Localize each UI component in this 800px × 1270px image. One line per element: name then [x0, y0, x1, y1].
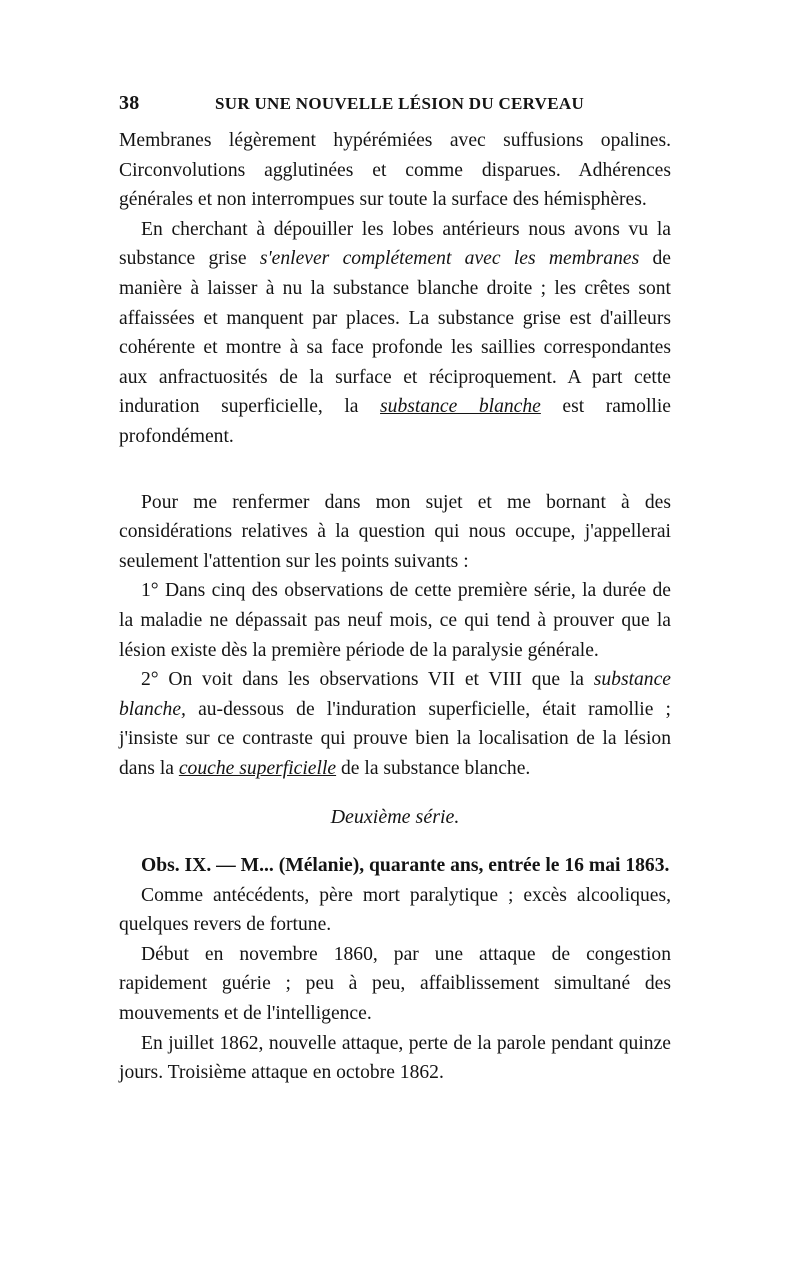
paragraph-substance-grise — [119, 215, 671, 452]
page-header — [119, 92, 659, 122]
text-run: au-dessous de l'induration superficielle, était ramollie ; j'insiste sur ce contraste qui prouve bien la localisation de la lésion dans la — [119, 698, 671, 779]
text-run: En cherchant à dépouiller les lobes antérieurs nous avons vu la substance grise — [119, 218, 671, 270]
paragraph-juillet: En juillet 1862, nouvelle attaque, perte de la parole pendant quinze jours. Troisième attaque en octobre 1862. — [119, 1032, 671, 1084]
section-heading: Deuxième série. — [330, 806, 460, 829]
paragraph-debut: Début en novembre 1860, par une attaque de congestion rapidement guérie ; peu à peu, affaiblissement simultané des mouvements et de l'intelligence. — [119, 943, 671, 1025]
running-title: SUR UNE NOUVELLE LÉSION DU CERVEAU — [215, 94, 585, 113]
text-run: est ramollie profondément. — [119, 396, 672, 447]
italic-run: s'enlever complétement avec les membranes — [259, 248, 640, 270]
italic-run: substance blanche — [380, 396, 541, 418]
paragraph-antecedents: Comme antécédents, père mort paralytique ; excès alcooliques, quelques revers de fortune. — [119, 884, 671, 936]
italic-run: couche superficielle — [178, 757, 337, 779]
page-number: 38 — [119, 92, 140, 114]
text-run: de manière à laisser à nu la substance blanche droite ; les crêtes sont affaissées et manquent par places. La substance grise est d'ailleurs cohérente et montre à sa face profonde les saillies correspondantes aux anfractuosités de la surface et réciproquement. A part cette induration superficielle, la — [119, 248, 671, 418]
paragraph-point-2 — [119, 665, 671, 783]
page-body — [119, 126, 671, 1088]
italic-run: substance blanche, — [119, 669, 671, 720]
text-run: 2° On voit dans les observations VII et VIII que la — [141, 669, 594, 691]
paragraph-point-1: 1° Dans cinq des observations de cette première série, la durée de la maladie ne dépassait pas neuf mois, ce qui tend à prouver que la lésion existe dès la première période de la paralysie générale. — [119, 580, 671, 661]
text-run: de la substance blanche. — [336, 757, 531, 779]
paragraph-membranes: Membranes légèrement hypérémiées avec suffusions opalines. Circonvolutions agglutinées et comme disparues. Adhérences générales et non interrompues sur toute la surface des hémisphères. — [119, 130, 671, 211]
paragraph-considerations: Pour me renfermer dans mon sujet et me bornant à des considérations relatives à la question qui nous occupe, j'appellerai seulement l'attention sur les points suivants : — [119, 491, 671, 572]
observation-title: Obs. IX. — M... (Mélanie), quarante ans, entrée le 16 mai 1863. — [141, 855, 670, 877]
